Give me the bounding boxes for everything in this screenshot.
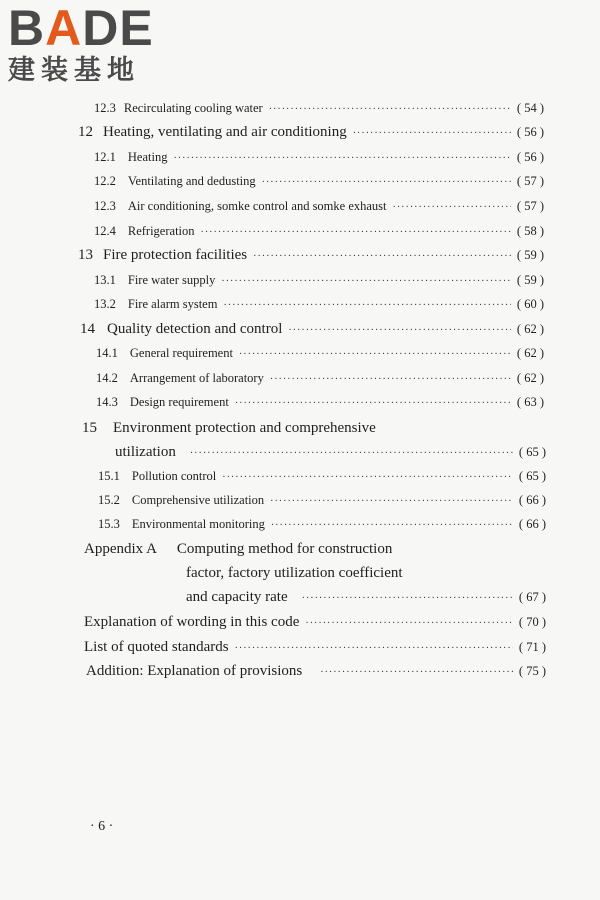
toc-number: 12.3 xyxy=(94,101,116,115)
toc-title: Pollution control xyxy=(131,469,217,483)
toc-entry-appendix-a[interactable] xyxy=(84,540,392,558)
toc-number: Appendix A xyxy=(84,541,157,557)
toc-title-line-1: Computing method for construction xyxy=(176,541,393,557)
toc-leader-dots xyxy=(270,374,511,385)
toc-title: Explanation of wording in this code xyxy=(84,614,300,630)
toc-number: 12 xyxy=(78,124,93,140)
toc-number: 14.3 xyxy=(96,395,118,409)
toc-entry-appendix-a-line-3[interactable] xyxy=(186,589,546,606)
toc-entry-12-heating-ventilating[interactable] xyxy=(78,124,544,141)
toc-entry-15-2-comprehensive[interactable] xyxy=(98,493,546,508)
toc-title: Fire water supply xyxy=(127,273,216,287)
toc-leader-dots xyxy=(271,520,513,531)
toc-leader-dots xyxy=(320,667,513,678)
toc-title-line-3: and capacity rate xyxy=(186,589,288,605)
toc-leader-dots xyxy=(201,227,511,238)
toc-title: Air conditioning, somke control and somke exhaust xyxy=(127,199,387,213)
toc-entry-13-fire-protection[interactable] xyxy=(78,247,544,264)
toc-title: Comprehensive utilization xyxy=(131,493,265,507)
toc-page-number: ( 62 ) xyxy=(516,371,544,385)
toc-page-number: ( 65 ) xyxy=(518,469,546,483)
toc-title: Ventilating and dedusting xyxy=(127,174,256,188)
toc-leader-dots xyxy=(393,202,511,213)
toc-title: Recirculating cooling water xyxy=(123,101,263,115)
toc-title: Arrangement of laboratory xyxy=(129,371,264,385)
toc-entry-14-quality[interactable] xyxy=(80,321,544,338)
toc-page-number: ( 58 ) xyxy=(516,224,544,238)
logo-letter-b: B xyxy=(8,0,46,56)
toc-leader-dots xyxy=(270,496,513,507)
toc-number: 15 xyxy=(82,420,97,436)
toc-leader-dots xyxy=(288,325,511,336)
toc-entry-12-1-heating[interactable] xyxy=(94,150,544,165)
toc-page-number: ( 62 ) xyxy=(516,322,544,336)
logo-letters-de: DE xyxy=(82,0,154,56)
logo-latin-text xyxy=(8,2,183,54)
toc-page-number: ( 75 ) xyxy=(518,664,546,678)
toc-title-line-2: factor, factory utilization coefficient xyxy=(186,565,403,581)
toc-title: Heating xyxy=(127,150,168,164)
toc-number: 14.2 xyxy=(96,371,118,385)
toc-page-number: ( 59 ) xyxy=(516,248,544,262)
toc-number: 13 xyxy=(78,247,93,263)
toc-leader-dots xyxy=(305,618,513,629)
toc-page-number: ( 66 ) xyxy=(518,517,546,531)
bade-logo xyxy=(8,2,183,90)
toc-page-number: ( 56 ) xyxy=(516,125,544,139)
toc-leader-dots xyxy=(239,349,511,360)
toc-entry-13-1-fire-water[interactable] xyxy=(94,273,544,288)
toc-entry-explanation-wording[interactable] xyxy=(84,614,546,631)
toc-page-number: ( 59 ) xyxy=(516,273,544,287)
toc-page-number: ( 62 ) xyxy=(516,346,544,360)
toc-entry-12-2-ventilating[interactable] xyxy=(94,174,544,189)
toc-entry-14-2-laboratory[interactable] xyxy=(96,371,544,386)
toc-page-number: ( 57 ) xyxy=(516,174,544,188)
toc-number: 15.3 xyxy=(98,517,120,531)
toc-number: 14 xyxy=(80,321,95,337)
toc-leader-dots xyxy=(353,128,511,139)
toc-page-number: ( 66 ) xyxy=(518,493,546,507)
toc-leader-dots xyxy=(190,448,513,459)
toc-title: Environmental monitoring xyxy=(131,517,265,531)
toc-leader-dots xyxy=(222,472,513,483)
toc-entry-quoted-standards[interactable] xyxy=(84,639,546,656)
toc-number: 14.1 xyxy=(96,346,118,360)
toc-number: 15.1 xyxy=(98,469,120,483)
toc-title: Refrigeration xyxy=(127,224,195,238)
toc-entry-15-environment-cont[interactable] xyxy=(115,444,546,461)
toc-number: 13.1 xyxy=(94,273,116,287)
toc-entry-13-2-fire-alarm[interactable] xyxy=(94,297,544,312)
toc-leader-dots xyxy=(302,593,513,604)
toc-leader-dots xyxy=(235,398,511,409)
toc-number: 12.1 xyxy=(94,150,116,164)
toc-title: Fire protection facilities xyxy=(103,247,248,263)
toc-title: Design requirement xyxy=(129,395,229,409)
toc-page-number: ( 57 ) xyxy=(516,199,544,213)
toc-page-number: ( 71 ) xyxy=(518,640,546,654)
toc-page-number: ( 63 ) xyxy=(516,395,544,409)
logo-letter-a-accent: A xyxy=(45,0,83,56)
toc-entry-12-4-refrigeration[interactable] xyxy=(94,224,544,239)
toc-entry-appendix-a-line-2[interactable] xyxy=(186,564,403,582)
toc-page-number: ( 56 ) xyxy=(516,150,544,164)
toc-page-number: ( 54 ) xyxy=(516,101,544,115)
toc-title: Heating, ventilating and air conditioning xyxy=(103,124,347,140)
toc-leader-dots xyxy=(173,153,510,164)
toc-title: General requirement xyxy=(129,346,233,360)
toc-title-line-2: utilization xyxy=(115,444,176,460)
toc-title-line-1: Environment protection and comprehensive xyxy=(113,420,376,436)
toc-entry-14-3-design[interactable] xyxy=(96,395,544,410)
toc-title: Quality detection and control xyxy=(107,321,283,337)
toc-leader-dots xyxy=(269,104,511,115)
toc-entry-12-3-air-conditioning[interactable] xyxy=(94,199,544,214)
toc-leader-dots xyxy=(223,300,510,311)
toc-number: 15.2 xyxy=(98,493,120,507)
toc-number: 12.4 xyxy=(94,224,116,238)
toc-page-number: ( 60 ) xyxy=(516,297,544,311)
toc-page-number: ( 70 ) xyxy=(518,615,546,629)
toc-entry-14-1-general[interactable] xyxy=(96,346,544,361)
toc-title: Addition: Explanation of provisions xyxy=(86,663,303,679)
logo-chinese-text: 建装基地 xyxy=(8,55,140,86)
toc-leader-dots xyxy=(253,251,511,262)
toc-title: Fire alarm system xyxy=(127,297,218,311)
toc-entry-15-3-monitoring[interactable] xyxy=(98,517,546,532)
page-footer-number: · 6 · xyxy=(90,819,114,834)
toc-page-number: ( 65 ) xyxy=(518,445,546,459)
toc-number: 12.3 xyxy=(94,199,116,213)
toc-entry-12-3-recirculating[interactable] xyxy=(94,101,544,116)
toc-leader-dots xyxy=(221,276,511,287)
toc-leader-dots xyxy=(262,177,511,188)
toc-entry-15-1-pollution[interactable] xyxy=(98,469,546,484)
toc-leader-dots xyxy=(235,643,513,654)
toc-number: 12.2 xyxy=(94,174,116,188)
toc-entry-addition[interactable] xyxy=(86,663,546,680)
toc-entry-15-environment[interactable] xyxy=(82,419,376,437)
toc-number: 13.2 xyxy=(94,297,116,311)
toc-title: List of quoted standards xyxy=(84,639,229,655)
toc-page-number: ( 67 ) xyxy=(518,590,546,604)
